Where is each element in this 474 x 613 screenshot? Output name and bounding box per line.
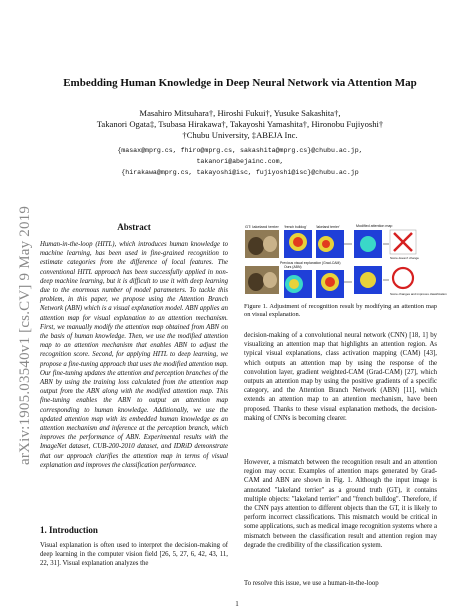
email-line-3: {hirakawa@mprg.cs, takayoshi@isc, fujiyoshi@isc}@chubu.ac.jp <box>121 169 359 176</box>
page-number: 1 <box>235 600 239 608</box>
email-block <box>40 145 440 178</box>
figure-1 <box>244 222 447 302</box>
ours-label: Ours (ABN) <box>284 265 302 269</box>
authors-line-1: Masahiro Mitsuhara†, Hiroshi Fukui†, Yusuke Sakashita†, <box>139 108 341 118</box>
authors-line-2: Takanori Ogata‡, Tsubasa Hirakawa†, Takayoshi Yamashita†, Hironobu Fujiyoshi† <box>96 119 384 129</box>
email-line-1: {masax@mprg.cs, fhiro@mprg.cs, sakashita@mprg.cs}@chubu.ac.jp, <box>117 147 363 154</box>
email-line-2: takanori@abejainc.com, <box>196 158 284 165</box>
gt-label: GT: lakeland terrier <box>245 224 279 229</box>
body-paragraph-1: decision-making of a convolutional neural network (CNN) [18, 1] by visualizing an attention map that highlights an attention region. As typical visual explanations, class activation mapping (CAM) [43], which outputs an attention map by using the response of the convolution layer, gradient weighted-CAM (Grad-CAM) [27], which outputs an attention map by using the positive gradients of a specific category, and the Attention Branch Network (ABN) [11], which extends an attention map to an attention mechanism, have been proposed. Thanks to these visual explanation methods, the decision-making of CNNs is becoming clearer. <box>244 332 437 422</box>
abstract-heading: Abstract <box>117 222 151 232</box>
arxiv-stamp-text: arXiv:1905.03540v1 [cs.CV] 9 May 2019 <box>17 205 33 465</box>
introduction-heading: 1. Introduction <box>40 525 98 535</box>
modified-label: Modified attention map <box>356 224 393 228</box>
figure-caption: Figure 1. Adjustment of recognition result by modifying an attention map on visual explanation. <box>244 303 437 319</box>
affiliation: †Chubu University, ‡ABEJA Inc. <box>182 130 298 140</box>
introduction-text: Visual explanation is often used to interpret the decision-making of deep learning in the computer vision field [26, 5, 27, 6, 42, 43, 11, 22, 31]. Visual explanation analyzes the <box>40 542 228 568</box>
circle-note: Score changes and improves classification <box>390 292 447 296</box>
cross-note: Score doesn't change <box>390 256 419 260</box>
body-paragraph-2: However, a mismatch between the recognition result and an attention region may occur. Examples of attention maps generated by Grad-CAM and ABN are shown in Fig. 1. Although the input image is annotated "lakeland terrier" as a ground truth (GT), it contains multiple objects: "lakeland terrier" and "french bulldog". Therefore, if the CNN pays attention to different objects than the GT, it is likely to perform incorrect classifications. This mismatch would be critical in some applications, such as medical image recognition systems where a mismatch between the classification result and attention region may degrade the credibility of the classification system. <box>244 459 437 549</box>
arxiv-stamp <box>2 150 32 480</box>
prev-label: Previous visual explanation (Grad-CAM) <box>280 261 341 265</box>
body-paragraph-3: To resolve this issue, we use a human-in-the-loop <box>244 580 379 587</box>
french-bulldog-label: 'french bulldog' <box>284 225 307 229</box>
abstract-text: Human-in-the-loop (HITL), which introduces human knowledge to machine learning, has been used in fine-grained recognition to estimate categories from the difference of local features. The conventional HITL approach has been successfully applied in non-deep machine learning, but it is difficult to use it with deep learning due to the enormous number of model parameters. To tackle this problem, in this paper, we propose using the Attention Branch Network (ABN) which is a visual explanation model. ABN applies an attention map for visual explanation to an attention mechanism. First, we manually modify the attention map obtained from ABN on the basis of human knowledge. Then, we use the modified attention map to an attention mechanism that enables ABN to adjust the recognition score. Second, for applying HITL to deep learning, we propose a fine-tuning approach that uses the modified attention map. Our fine-tuning updates the attention and perception branches of the ABN by using the training loss calculated from the attention map output from the ABN along with the modified attention map. This fine-tuning enables the ABN to output an attention map corresponding to human knowledge. Additionally, we use the updated attention map with its embedded human knowledge as an attention mechanism and inference at the perception branch, which improves the performance of ABN. Experimental results with the ImageNet dataset, CUB-200-2010 dataset, and IDRiD demonstrate that our approach clarifies the attention map in terms of visual explanation and improves the classification performance. <box>40 241 228 469</box>
paper-title: Embedding Human Knowledge in Deep Neural Network via Attention Map <box>63 77 417 89</box>
lakeland-terrier-label: 'lakeland terrier' <box>316 225 340 229</box>
author-block <box>40 108 440 141</box>
